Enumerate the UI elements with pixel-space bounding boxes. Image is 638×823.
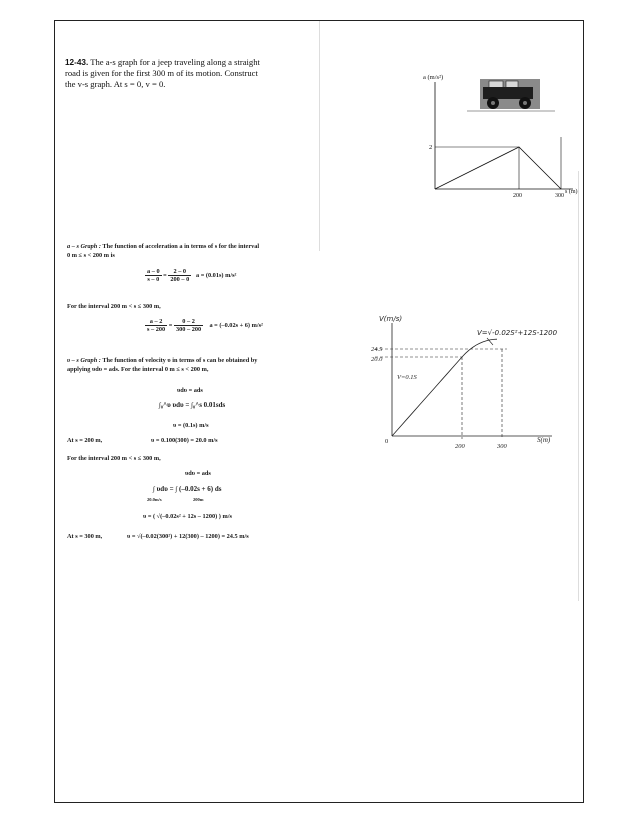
as-xlabel: s (m) [565, 189, 578, 195]
velocity-2: υ = ( √(–0.02s² + 12s – 1200) ) m/s [143, 513, 232, 520]
vs-ytick-200: 20.0 [371, 356, 383, 363]
textbook-page [54, 20, 584, 803]
problem-number: 12-43. [65, 58, 89, 67]
as-heading: a – s Graph : [67, 243, 101, 250]
eq1-num-b: 2 – 0 [168, 268, 191, 276]
integral-2-lower-right: 200m [193, 497, 204, 502]
eq1-result: a = (0.01s) m/s² [195, 271, 237, 279]
eq2-den-a: s – 200 [147, 326, 166, 333]
as-solution [67, 243, 367, 260]
vs-xtick-300: 300 [497, 443, 507, 450]
interval-2: For the interval 200 m < s ≤ 300 m, [67, 303, 161, 310]
integral-2: ∫ υdυ = ∫ (–0.02s + 6) ds [153, 485, 222, 493]
integral-1: ∫₀^υ υdυ = ∫₀^s 0.01sds [159, 401, 226, 409]
equation-1 [145, 268, 236, 283]
eq2-den-b: 300 – 200 [175, 326, 202, 333]
at-200-eq: υ = 0.100(300) = 20.0 m/s [151, 437, 218, 444]
problem-line-3: the v-s graph. At s = 0, v = 0. [65, 79, 166, 89]
vs-ytick-245: 24.5 [371, 346, 383, 353]
eq1-den-a: s – 0 [147, 276, 160, 283]
problem-statement [65, 57, 325, 90]
eq1-equals: = [163, 271, 167, 279]
scan-line [319, 21, 320, 251]
equation-2 [145, 318, 263, 333]
as-graph [385, 67, 585, 197]
eq2-num-b: 0 – 2 [174, 318, 203, 326]
vs-text-1: The function of velocity υ in terms of s can be obtained by [102, 357, 258, 364]
eq2-num-a: a – 2 [145, 318, 167, 326]
vs-eq-label: V=√-0.02S²+12S-1200 [477, 329, 558, 337]
vs-solution [67, 357, 367, 374]
vs-xlabel: S(m) [537, 436, 551, 444]
vdv-2: υdυ = ads [185, 470, 211, 477]
as-xtick-300: 300 [555, 193, 564, 197]
as-text-1: The function of acceleration a in terms of s for the interval [102, 243, 260, 250]
interval-3: For the interval 200 m < s ≤ 300 m, [67, 455, 161, 462]
vs-heading: υ – s Graph : [67, 357, 101, 364]
as-peak-label: 2 [429, 144, 433, 151]
integral-2-lower-left: 20.0m/s [147, 497, 162, 502]
at-300-eq: υ = √(–0.02(300²) + 12(300) – 1200) = 24.5 m/s [127, 533, 249, 540]
eq1-num-a: a – 0 [147, 268, 160, 275]
as-text-2: 0 m ≤ s < 200 m is [67, 251, 115, 259]
vs-curve [392, 339, 497, 436]
vs-slope-label: V=0.1S [397, 374, 417, 381]
vs-eq-arrow [487, 338, 493, 345]
as-ylabel: a (m/s²) [423, 74, 444, 81]
vs-text-2: applying υdυ = ads. For the interval 0 m ≤ s < 200 m, [67, 365, 209, 373]
eq1-den-b: 200 – 0 [170, 276, 190, 283]
jeep-illustration [467, 79, 555, 111]
as-curve [435, 147, 561, 189]
problem-line-2: road is given for the first 300 m of its motion. Construct [65, 68, 258, 78]
vs-graph [337, 311, 577, 471]
vs-origin: 0 [385, 438, 389, 445]
problem-line-1: The a-s graph for a jeep traveling along a straight [90, 57, 260, 67]
as-xtick-200: 200 [513, 193, 522, 197]
scan-line [578, 171, 579, 601]
vdv-1: υdυ = ads [177, 387, 203, 394]
vs-ylabel: V(m/s) [379, 315, 403, 323]
velocity-1: υ = (0.1s) m/s [173, 422, 209, 429]
at-200-label: At s = 200 m, [67, 437, 103, 444]
at-300-label: At s = 300 m, [67, 533, 103, 540]
eq2-result: a = (–0.02s + 6) m/s² [209, 321, 263, 329]
eq2-equals: = [168, 321, 173, 329]
vs-xtick-200: 200 [455, 443, 465, 450]
